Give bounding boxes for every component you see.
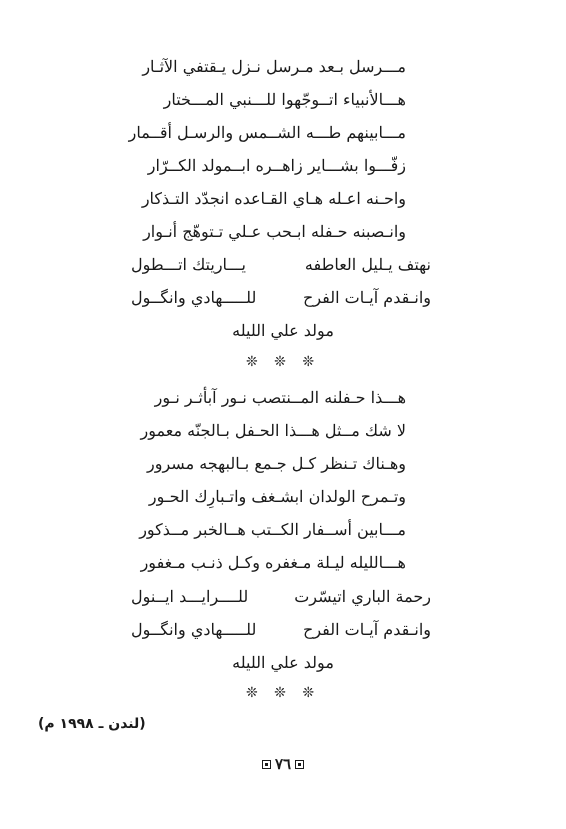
hemistich-left: للـــــهادي وانگــول <box>131 620 257 639</box>
verse-line: لا شك مــثل هـــذا الحـفل بـالجنّه معمور <box>140 421 406 440</box>
couplet <box>131 281 431 314</box>
date-place-note: (لندن ـ ١٩٩٨ م) <box>38 716 146 732</box>
verse-line: وانـصبنه حـفله ابـحب عـلي تـتوهّج أنـوار <box>143 222 406 241</box>
hemistich-right: نهتف يـليل العاطفه <box>304 255 431 274</box>
couplet <box>131 613 431 646</box>
verse-line: هـــذا حـفلنه المــنتصب نـور آبأثـر نـور <box>154 388 406 407</box>
couplet <box>131 580 431 613</box>
refrain: مولد علي الليله <box>232 653 334 672</box>
verse-line: هـــالأنبياء اتــوجّهوا للـــنبي المـــختار <box>163 90 406 109</box>
page-number <box>0 752 566 776</box>
verse-line: وهـناك تـنظر كـل جـمع بـالبهجه مسرور <box>147 454 406 473</box>
hemistich-right: رحمة الباري اتيسّرت <box>294 587 431 606</box>
stanza-2 <box>131 381 406 579</box>
section-divider-stars: ❊ ❊ ❊ <box>245 354 321 370</box>
verse-line: واحـنه اعـله هـاي القـاعده انجدّد التـذكار <box>141 189 406 208</box>
refrain: مولد علي الليله <box>232 321 334 340</box>
section-divider-stars: ❊ ❊ ❊ <box>245 685 321 701</box>
verse-line: مـــابين أســفار الكــتب هــالخبر مــذكور <box>139 520 406 539</box>
verse-line: هـــالليله ليـلة مـغفره وكـل ذنـب مـغفور <box>140 553 406 572</box>
verse-line: مـــرسل بـعد مـرسل نـزل يـقتفي الآثـار <box>142 57 406 76</box>
hemistich-left: للــــرايـــد ايــنول <box>131 587 249 606</box>
hemistich-right: وانـقدم آيـات الفرح <box>303 620 431 639</box>
stanza-1 <box>128 50 406 248</box>
page-number-text: ٧٦ <box>274 755 292 773</box>
couplet <box>131 248 431 281</box>
hemistich-left: للـــــهادي وانگــول <box>131 288 257 307</box>
verse-line: زفّـــوا بشـــاير زاهــره ابــمولد الكــرّار <box>147 156 406 175</box>
hemistich-left: يـــاريتك اتـــطول <box>131 255 246 274</box>
square-ornament-icon <box>295 760 304 769</box>
verse-line: وتـمرح الولدان ابشـغف واتـبارِك الحـور <box>148 487 406 506</box>
verse-line: مـــابينهم طـــه الشــمس والرسـل أقــمار <box>128 123 406 142</box>
hemistich-right: وانـقدم آيـات الفرح <box>303 288 431 307</box>
square-ornament-icon <box>262 760 271 769</box>
